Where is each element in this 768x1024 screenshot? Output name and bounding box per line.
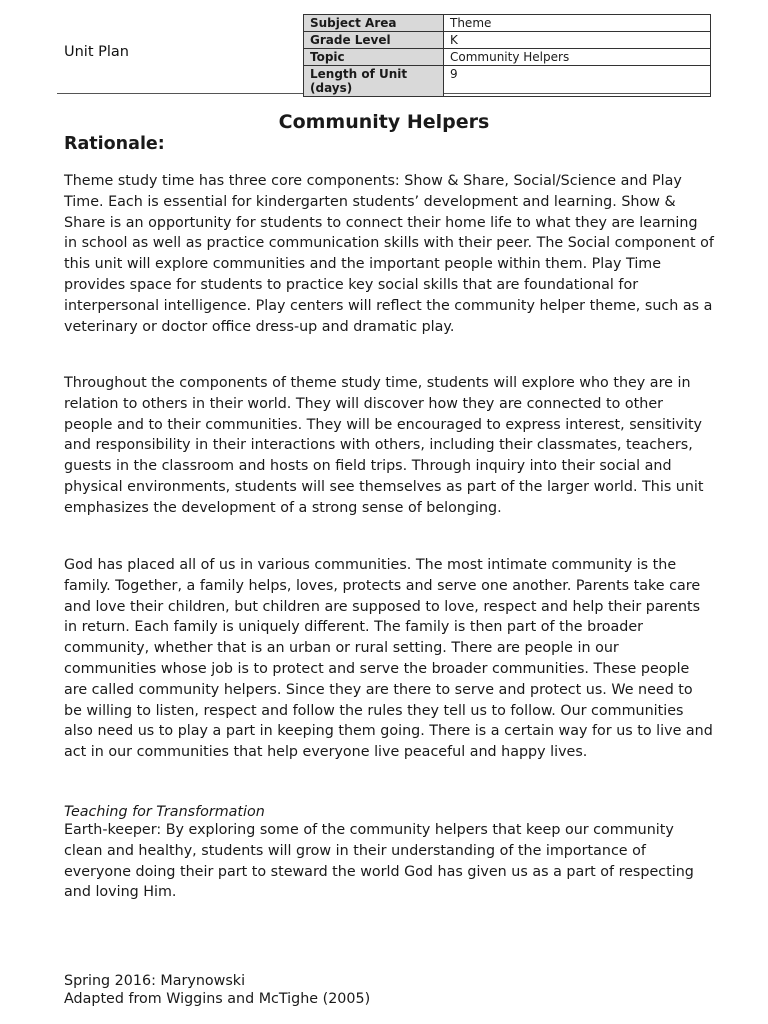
paragraph [64,555,714,763]
meta-row-subject-area [304,15,711,32]
meta-value: 9 [444,66,711,97]
teaching-body [64,820,714,903]
meta-key: Topic [304,49,444,66]
footer-line: Adapted from Wiggins and McTighe (2005) [64,991,371,1007]
footer-line: Spring 2016: Marynowski [64,973,246,989]
paragraph-text: Throughout the components of theme study time, students will explore who they are in relation to others in their world. They will discover how they are connected to other people and to their communities. They will be encouraged to express interest, sensitivity and responsibility in their interactions with others, including their classmates, teachers, guests in the classroom and hosts on field trips. Through inquiry into their social and physical environments, students will see themselves as part of the larger world. This unit emphasizes the development of a strong sense of belonging. [64,375,704,516]
meta-row-length-of-unit [304,66,711,97]
unit-plan-header [57,14,711,94]
meta-row-grade-level [304,32,711,49]
meta-key: Length of Unit (days) [304,66,444,97]
meta-value: K [444,32,711,49]
meta-key: Subject Area [304,15,444,32]
paragraph [64,171,714,337]
unit-meta-table [303,14,711,97]
teaching-heading: Teaching for Transformation [64,804,265,820]
meta-value: Community Helpers [444,49,711,66]
paragraph-text: God has placed all of us in various communities. The most intimate community is the family. Together, a family helps, loves, protects and serve one another. Parents take care and love their children, but children are supposed to love, respect and help their parents in return. Each family is uniquely different. The family is then part of the broader community, whether that is an urban or rural setting. There are people in our communities whose job is to protect and serve the broader communities. These people are called community helpers. Since they are there to serve and protect us. We need to be willing to listen, respect and follow the rules they tell us to follow. Our communities also need us to play a part in keeping them going. There is a certain way for us to live and act in our communities that help everyone live peaceful and happy lives. [64,557,713,761]
unit-plan-label: Unit Plan [64,44,129,60]
page-title: Community Helpers [278,111,490,133]
meta-value: Theme [444,15,711,32]
paragraph-text: Earth-keeper: By exploring some of the community helpers that keep our community clean and healthy, students will grow in their understanding of the importance of everyone doing their part to steward the world God has given us as a part of respecting and loving Him. [64,822,694,901]
meta-key: Grade Level [304,32,444,49]
paragraph [64,373,714,519]
meta-row-topic [304,49,711,66]
section-heading-rationale: Rationale: [64,134,165,154]
paragraph-text: Theme study time has three core components: Show & Share, Social/Science and Play Time. Each is essential for kindergarten students’ development and learning. Show & Share is an opportunity for students to connect their home life to what they are learning in school as well as practice communication skills with their peer. The Social component of this unit will explore communities and the important people within them. Play Time provides space for students to practice key social skills that are foundational for interpersonal intelligence. Play centers will reflect the community helper theme, such as a veterinary or doctor office dress-up and dramatic play. [64,173,714,335]
page-footer [64,972,370,1008]
